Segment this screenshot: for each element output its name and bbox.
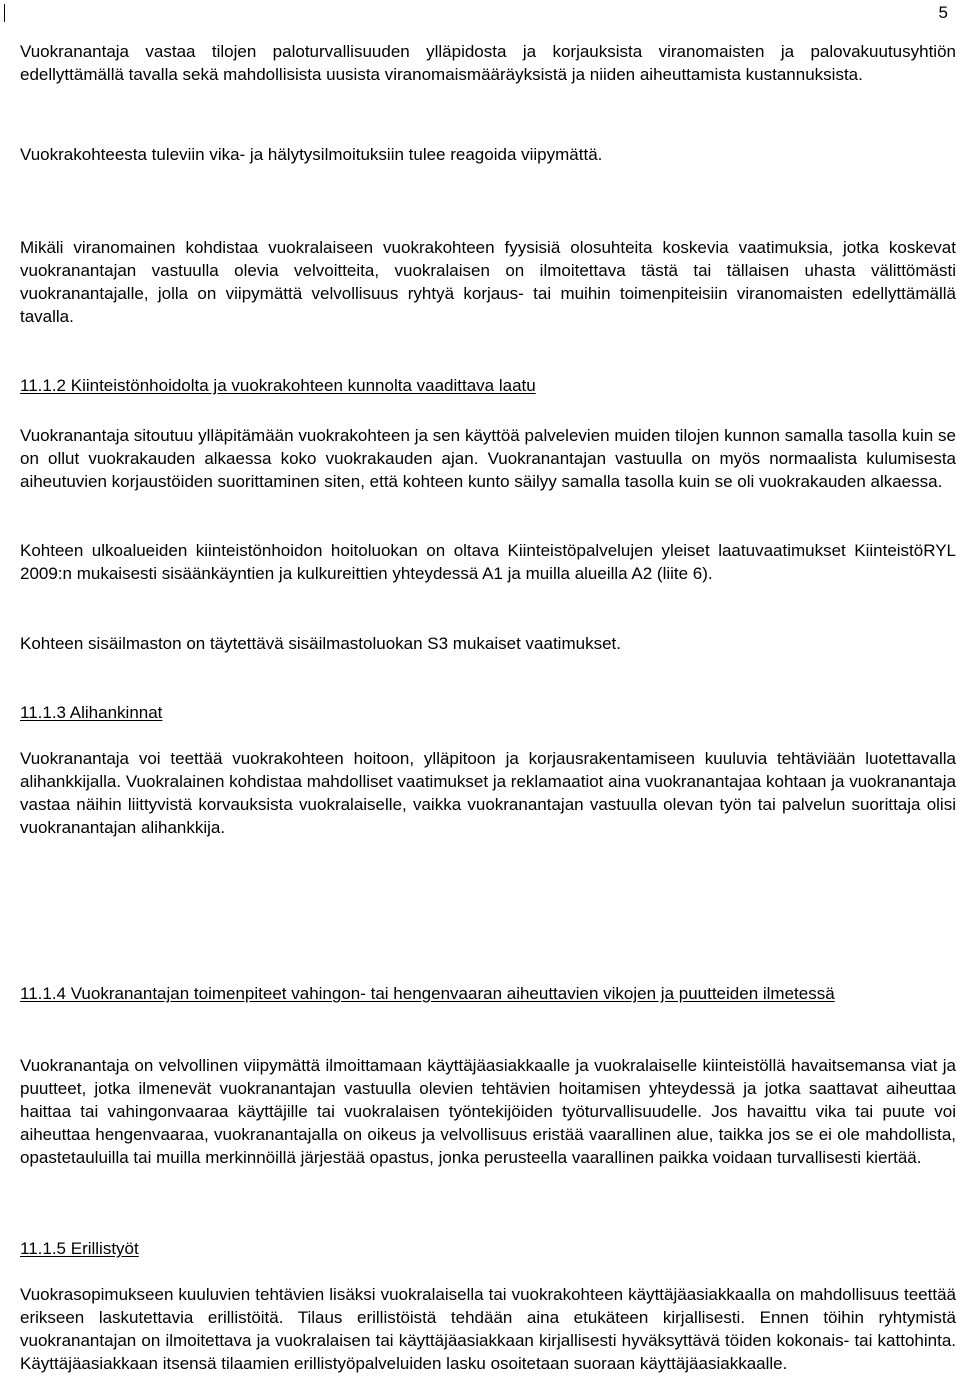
paragraph-maintenance-level: Vuokranantaja sitoutuu ylläpitämään vuokrakohteen ja sen käyttöä palvelevien muiden tilojen kunnon samalla tasolla kuin se on ollut vuokrakauden alkaessa koko vuokrakauden ajan. Vuokranantajan vastuulla on myös normaalista kulumisesta aiheutuvien korjaustöiden suorittaminen siten, että kohteen kunto säilyy samalla tasolla kuin se oli vuokrakauden alkaessa. [20, 426, 956, 491]
heading-11-1-4: 11.1.4 Vuokranantajan toimenpiteet vahingon- tai hengenvaaran aiheuttavien vikojen ja puutteiden ilmetessä [20, 984, 835, 1003]
paragraph-indoor-climate: Kohteen sisäilmaston on täytettävä sisäilmastoluokan S3 mukaiset vaatimukset. [20, 634, 621, 653]
corner-mark [4, 4, 5, 22]
paragraph-hazard-measures: Vuokranantaja on velvollinen viipymättä ilmoittamaan käyttäjäasiakkaalle ja vuokralaiselle kiinteistöllä havaitsemansa viat ja puutteet, jotka ilmenevät vuokranantajan vastuulla olevien tehtävien hoitamisen yhteydessä ja jotka saattavat aiheuttaa haittaa tai vahingonvaaraa käyttäjille tai vuokralaisen työntekijöiden työturvallisuudelle. Jos havaittu vika tai puute voi aiheuttaa hengenvaaraa, vuokranantajalla on oikeus ja velvollisuus eristää vaarallinen alue, taikka jos se ei ole mahdollista, opastetauluilla tai muilla merkinnöillä järjestää opastus, jonka perusteella vaarallinen paikka voidaan turvallisesti kiertää. [20, 1056, 956, 1167]
paragraph-fault-alarms: Vuokrakohteesta tuleviin vika- ja hälytysilmoituksiin tulee reagoida viipymättä. [20, 145, 603, 164]
heading-11-1-2: 11.1.2 Kiinteistönhoidolta ja vuokrakohteen kunnolta vaadittava laatu [20, 376, 536, 395]
paragraph-outdoor-care-class: Kohteen ulkoalueiden kiinteistönhoidon hoitoluokan on oltava Kiinteistöpalvelujen yleiset laatuvaatimukset KiinteistöRYL 2009:n mukaisesti sisäänkäyntien ja kulkureittien yhteydessä A1 ja muilla alueilla A2 (liite 6). [20, 541, 956, 583]
paragraph-fire-safety: Vuokranantaja vastaa tilojen paloturvallisuuden ylläpidosta ja korjauksista viranomaisten ja palovakuutusyhtiön edellyttämällä tavalla sekä mahdollisista uusista viranomaismääräyksistä ja niiden aiheuttamista kustannuksista. [20, 42, 956, 84]
paragraph-subcontracting: Vuokranantaja voi teettää vuokrakohteen hoitoon, ylläpitoon ja korjausrakentamiseen kuuluvia tehtäviään luotettavalla alihankkijalla. Vuokralainen kohdistaa mahdolliset vaatimukset ja reklamaatiot aina vuokranantajaa kohtaan ja vuokranantaja vastaa näihin liittyvistä korvauksista vuokralaiselle, vaikka vuokranantajan vastuulla olevan työn tai palvelun suorittaja olisi vuokranantajan alihankkija. [20, 749, 956, 837]
page-number: 5 [938, 3, 948, 22]
paragraph-extra-work: Vuokrasopimukseen kuuluvien tehtävien lisäksi vuokralaisella tai vuokrakohteen käyttäjäasiakkaalla on mahdollisuus teettää erikseen laskutettavia erillistöitä. Tilaus erillistöistä tehdään aina etukäteen kirjallisesti. Ennen töihin ryhtymistä vuokranantajan on ilmoitettava ja vuokralaisen tai käyttäjäasiakkaan kirjallisesti hyväksyttävä töiden kokonais- tai kattohinta. Käyttäjäasiakkaan itsensä tilaamien erillistyöpalveluiden lasku osoitetaan suoraan käyttäjäasiakkaalle. [20, 1285, 956, 1373]
heading-11-1-3: 11.1.3 Alihankinnat [20, 703, 163, 722]
paragraph-authority-requirements: Mikäli viranomainen kohdistaa vuokralaiseen vuokrakohteen fyysisiä olosuhteita koskevia vaatimuksia, jotka koskevat vuokranantajan vastuulla olevia velvoitteita, vuokralaisen on ilmoitettava tästä tai tällaisen uhasta välittömästi vuokranantajalle, jolla on viipymättä velvollisuus ryhtyä korjaus- tai muihin toimenpiteisiin viranomaisten edellyttämällä tavalla. [20, 238, 956, 326]
heading-11-1-5: 11.1.5 Erillistyöt [20, 1239, 139, 1258]
